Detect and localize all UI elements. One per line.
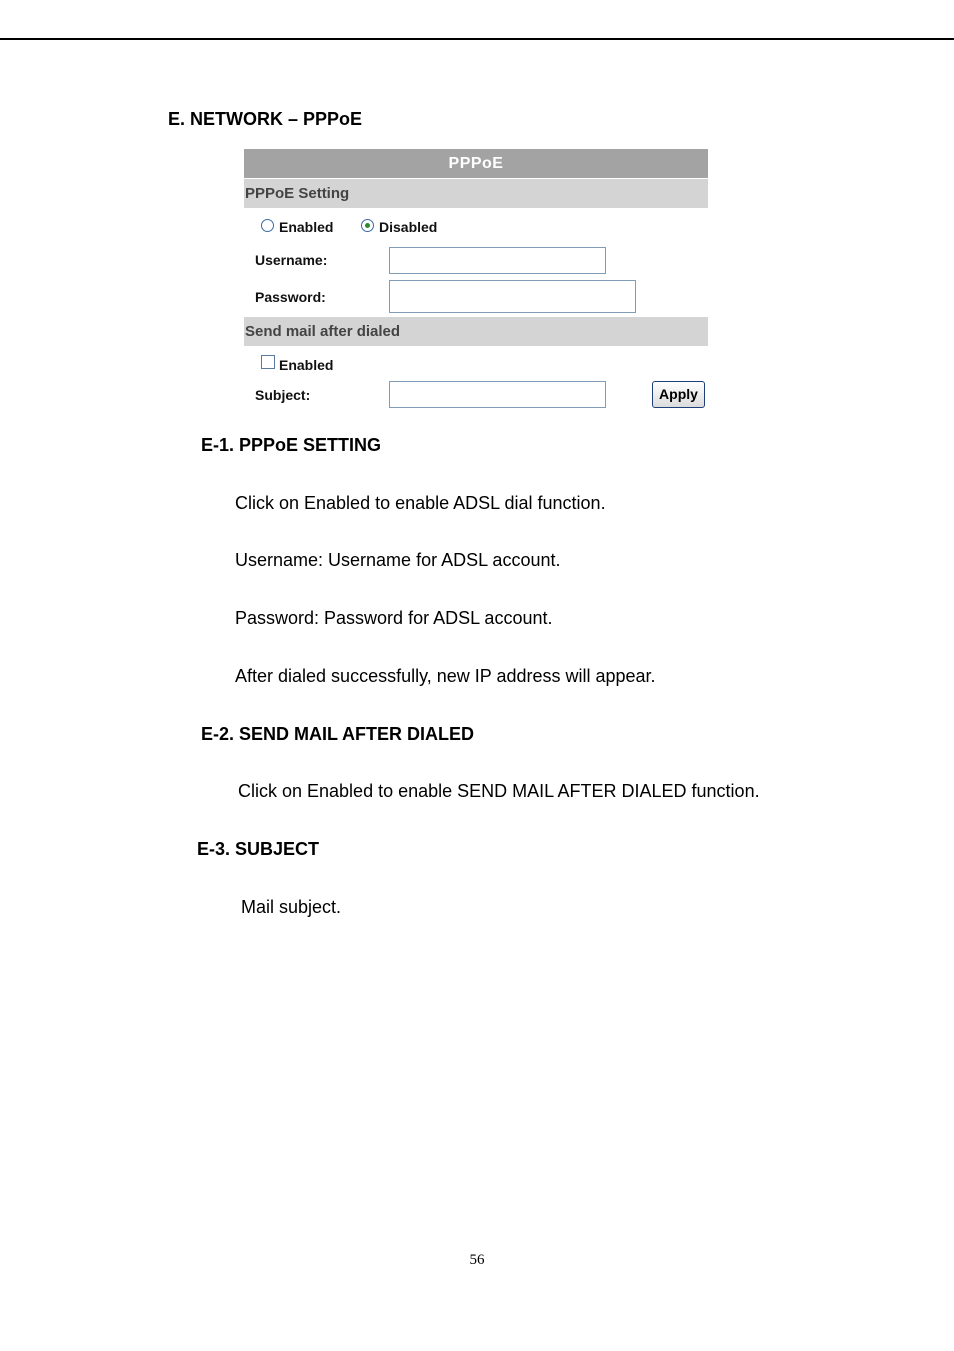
- pppoe-disabled-radio[interactable]: [361, 219, 374, 232]
- e3-line: Mail subject.: [241, 897, 342, 917]
- password-label: Password:: [255, 289, 326, 305]
- apply-button[interactable]: Apply: [652, 381, 705, 408]
- subject-input[interactable]: [389, 381, 606, 408]
- page-number: 56: [469, 1252, 485, 1268]
- e1-line-password: Password: Password for ADSL account.: [235, 608, 553, 628]
- subject-label: Subject:: [255, 387, 311, 403]
- send-mail-enabled-checkbox[interactable]: [261, 355, 275, 369]
- e1-line-ip: After dialed successfully, new IP address will appear.: [235, 666, 656, 686]
- e1-heading: E-1. PPPoE SETTING: [201, 435, 382, 455]
- send-mail-enabled-label: Enabled: [279, 357, 334, 373]
- username-label: Username:: [255, 252, 328, 268]
- password-input[interactable]: [389, 280, 636, 313]
- e1-line-enable: Click on Enabled to enable ADSL dial function.: [235, 493, 606, 513]
- pppoe-screenshot-panel: [244, 149, 708, 413]
- e2-line: Click on Enabled to enable SEND MAIL AFTER DIALED function.: [238, 781, 760, 801]
- e2-heading: E-2. SEND MAIL AFTER DIALED: [201, 724, 475, 744]
- pppoe-enabled-radio[interactable]: [261, 219, 274, 232]
- username-input[interactable]: [389, 247, 606, 274]
- pppoe-disabled-label: Disabled: [379, 219, 438, 235]
- e1-line-username: Username: Username for ADSL account.: [235, 550, 561, 570]
- panel-title: PPPoE: [244, 149, 708, 178]
- pppoe-enabled-label: Enabled: [279, 219, 334, 235]
- pppoe-setting-header: PPPoE Setting: [244, 179, 708, 208]
- send-mail-header: Send mail after dialed: [244, 317, 708, 346]
- header-rule: [0, 38, 954, 40]
- e3-heading: E-3. SUBJECT: [197, 839, 320, 859]
- section-title: E. NETWORK – PPPoE: [168, 109, 363, 129]
